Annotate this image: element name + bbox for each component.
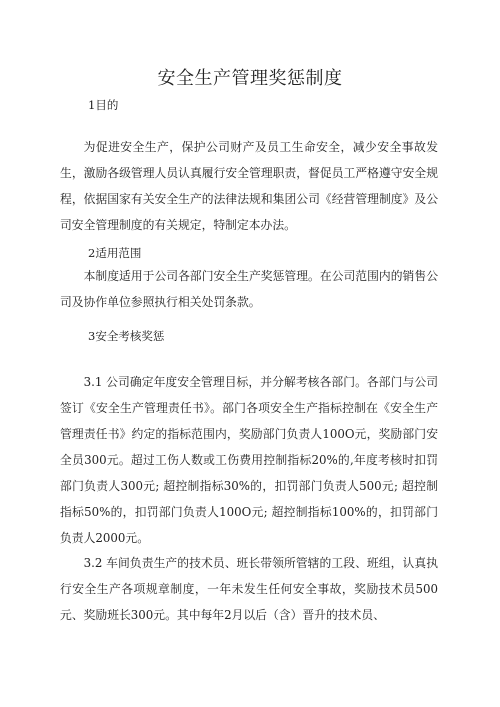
section-heading-assessment: 3安全考核奖惩 [88,329,165,343]
page-title: 安全生产管理奖惩制度 [157,68,343,89]
section-heading-purpose: 1目的 [88,98,119,112]
paragraph-scope: 本制度适用于公司各部门安全生产奖惩管理。在公司范围内的销售公司及协作单位参照执行相关处罚条款。 [60,269,438,309]
paragraph-3-2: 3.2 车间负责生产的技术员、班长带领所管辖的工段、班组，认真执行安全生产各项规章制度，一年未发生任何安全事故，奖励技术员500元、奖励班长300元。其中每年2月以后（含）晋升的技术员、 [60,556,438,622]
paragraph-3-1: 3.1 公司确定年度安全管理目标，并分解考核各部门。各部门与公司签订《安全生产管理责任书》。部门各项安全生产指标控制在《安全生产管理责任书》约定的指标范围内，奖励部门负责人100O元，奖励部门安全员300元。超过工伤人数或工伤费用控制指标20%的,年度考核时扣罚部门负责人300元; 超控制指标30%的，扣罚部门负责人500元; 超控制指标50%的，扣罚部门负责人100O元; 超控制指标100%的，扣罚部门负责人2000元。 [60,375,438,545]
section-heading-scope: 2适用范围 [88,246,142,260]
paragraph-purpose: 为促进安全生产，保护公司财产及员工生命安全，减少安全事故发生，激励各级管理人员认真履行安全管理职责，督促员工严格遵守安全规程，依据国家有关安全生产的法律法规和集团公司《经营管理制度》及公司安全管理制度的有关规定，特制定本办法。 [60,140,438,232]
